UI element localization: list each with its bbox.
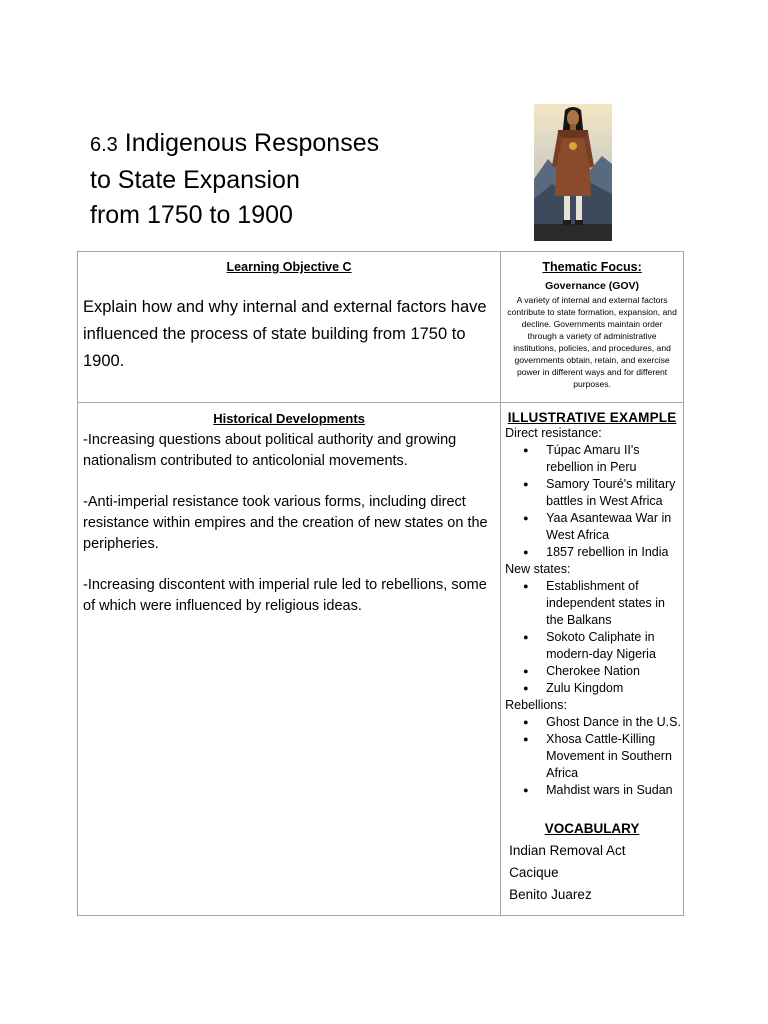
list-item: ● Establishment of independent states in the Balkans	[501, 578, 683, 629]
example-group-label: New states:	[505, 562, 571, 576]
vocabulary-item: Benito Juarez	[509, 887, 592, 902]
example-list	[501, 714, 683, 799]
page-title	[90, 126, 379, 233]
example-group-label: Rebellions:	[505, 698, 567, 712]
example-list	[501, 442, 683, 561]
historical-development-item: -Increasing questions about political authority and growing nationalism contributed to anticolonial movements.	[83, 432, 457, 469]
title-line-3: from 1750 to 1900	[90, 201, 293, 229]
learning-objective-text: Explain how and why internal and external factors have influenced the process of state building from 1750 to 1900.	[83, 298, 487, 370]
title-line-1: Indigenous Responses	[124, 129, 380, 157]
example-list	[501, 578, 683, 697]
portrait-illustration	[534, 104, 612, 241]
title-line-2: to State Expansion	[90, 166, 300, 194]
portrait-image	[534, 104, 612, 241]
list-item: ● Sokoto Caliphate in modern-day Nigeria	[501, 629, 683, 663]
vocabulary-heading: VOCABULARY	[544, 821, 640, 836]
historical-development-item: -Anti-imperial resistance took various forms, including direct resistance within empires and the creation of new states on the peripheries.	[83, 494, 488, 552]
list-item: ● Cherokee Nation	[501, 663, 683, 680]
list-item: ● Túpac Amaru II's rebellion in Peru	[501, 442, 683, 476]
learning-objective-heading: Learning Objective C	[226, 260, 352, 274]
vocabulary-item: Indian Removal Act	[509, 843, 626, 858]
illustrative-example-heading: ILLUSTRATIVE EXAMPLE	[507, 410, 677, 425]
thematic-focus-heading: Thematic Focus:	[542, 260, 642, 274]
learning-objective-cell	[78, 252, 501, 403]
thematic-focus-text: A variety of internal and external factors contribute to state formation, expansion, and decline. Governments maintain order through a variety of administrative institutions, policies, and procedures, and governments obtain, retain, and exercise power in different ways and for different purposes.	[507, 295, 677, 389]
section-number: 6.3	[90, 134, 118, 156]
thematic-focus-subheading: Governance (GOV)	[545, 280, 640, 292]
list-item: ● Samory Touré's military battles in West Africa	[501, 476, 683, 510]
vocabulary-item: Cacique	[509, 865, 559, 880]
list-item: ● 1857 rebellion in India	[501, 544, 683, 561]
thematic-focus-cell	[501, 252, 684, 403]
list-item: ● Mahdist wars in Sudan	[501, 782, 683, 799]
example-group-label: Direct resistance:	[505, 426, 602, 440]
list-item: ● Yaa Asantewaa War in West Africa	[501, 510, 683, 544]
list-item: ● Xhosa Cattle-Killing Movement in Southern Africa	[501, 731, 683, 782]
content-table	[77, 251, 684, 916]
historical-development-item: -Increasing discontent with imperial rule led to rebellions, some of which were influenced by religious ideas.	[83, 577, 487, 614]
historical-developments-heading: Historical Developments	[213, 411, 365, 426]
list-item: ● Zulu Kingdom	[501, 680, 683, 697]
illustrative-example-cell	[501, 403, 684, 916]
historical-developments-cell	[78, 403, 501, 916]
list-item: ● Ghost Dance in the U.S.	[501, 714, 683, 731]
